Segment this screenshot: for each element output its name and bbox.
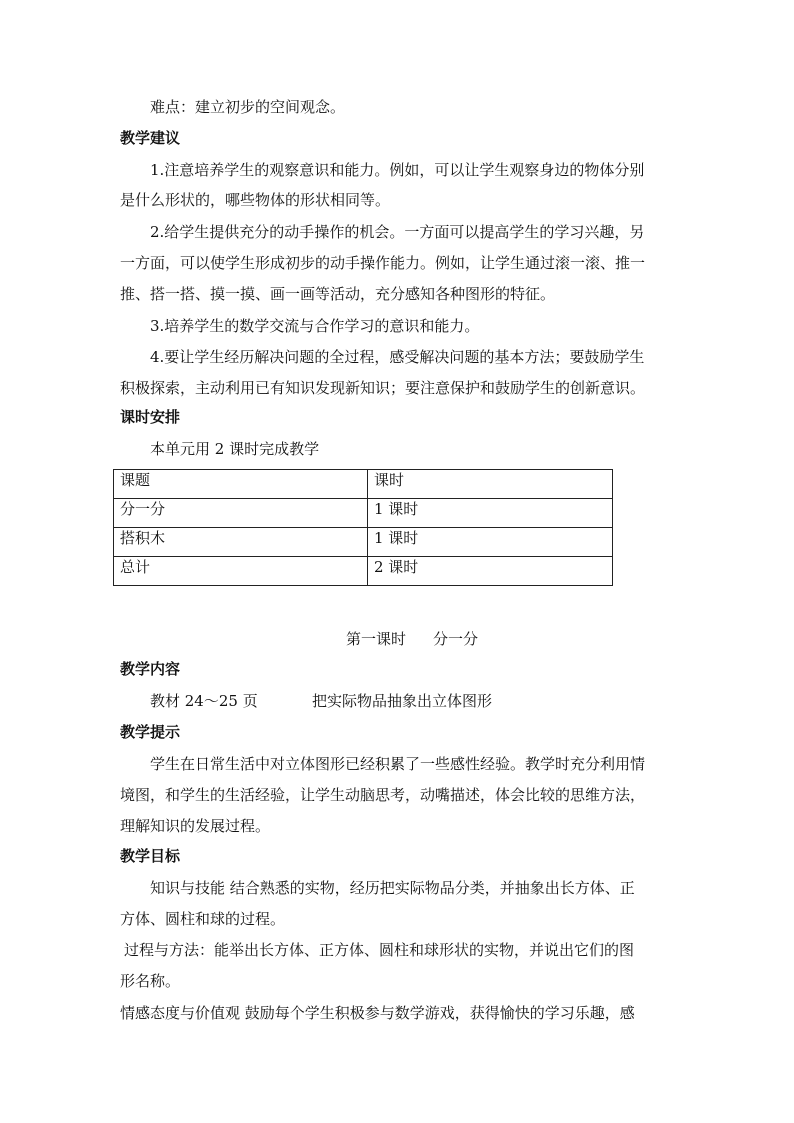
suggestion-1-line-2: 是什么形状的，哪些物体的形状相同等。	[120, 191, 391, 209]
section-heading-suggestion: 教学建议	[120, 129, 181, 147]
section-heading-schedule: 课时安排	[120, 408, 181, 426]
table-cell: 2 课时	[368, 557, 613, 586]
tips-line-3: 理解知识的发展过程。	[120, 817, 271, 835]
table-cell: 搭积木	[114, 528, 368, 557]
suggestion-4-line-1: 4.要让学生经历解决问题的全过程，感受解决问题的基本方法；要鼓励学生	[150, 348, 645, 366]
suggestion-4-line-2: 积极探索，主动利用已有知识发现新知识；要注意保护和鼓励学生的创新意识。	[120, 379, 646, 397]
lesson-title: 第一课时	[346, 630, 407, 648]
suggestion-2-line-2: 一方面，可以使学生形成初步的动手操作能力。例如，让学生通过滚一滚、推一	[120, 254, 646, 272]
section-heading-goals: 教学目标	[120, 847, 181, 865]
table-cell: 分一分	[114, 499, 368, 528]
table-header-cell: 课题	[114, 470, 368, 499]
section-heading-tips: 教学提示	[120, 723, 181, 741]
table-row	[114, 499, 613, 528]
table-header-row	[114, 470, 613, 499]
difficulty-line: 难点：建立初步的空间观念。	[150, 98, 346, 116]
table-cell: 总计	[114, 557, 368, 586]
table-row	[114, 557, 613, 586]
content-topic: 把实际物品抽象出立体图形	[312, 692, 493, 710]
goal-knowledge-line-1: 知识与技能 结合熟悉的实物，经历把实际物品分类，并抽象出长方体、正	[150, 879, 635, 897]
content-pages: 教材 24～25 页	[150, 692, 258, 710]
suggestion-3-line-1: 3.培养学生的数学交流与合作学习的意识和能力。	[150, 317, 480, 335]
suggestion-1-line-1: 1.注意培养学生的观察意识和能力。例如，可以让学生观察身边的物体分别	[150, 161, 645, 179]
lesson-name: 分一分	[433, 630, 479, 648]
goal-process-line-1: 过程与方法：能举出长方体、正方体、圆柱和球形状的实物，并说出它们的图	[124, 941, 635, 959]
table-row	[114, 528, 613, 557]
suggestion-2-line-1: 2.给学生提供充分的动手操作的机会。一方面可以提高学生的学习兴趣，另	[150, 223, 645, 241]
tips-line-2: 境图，和学生的生活经验，让学生动脑思考，动嘴描述，体会比较的思维方法，	[120, 786, 646, 804]
schedule-intro: 本单元用 2 课时完成教学	[150, 440, 320, 458]
goal-knowledge-line-2: 方体、圆柱和球的过程。	[120, 910, 286, 928]
table-cell: 1 课时	[368, 528, 613, 557]
suggestion-2-line-3: 推、搭一搭、摸一摸、画一画等活动，充分感知各种图形的特征。	[120, 285, 556, 303]
section-heading-content: 教学内容	[120, 660, 181, 678]
tips-line-1: 学生在日常生活中对立体图形已经积累了一些感性经验。教学时充分利用情	[150, 755, 646, 773]
table-cell: 1 课时	[368, 499, 613, 528]
schedule-table	[113, 469, 613, 586]
goal-emotion-line-1: 情感态度与价值观 鼓励每个学生积极参与数学游戏，获得愉快的学习乐趣，感	[120, 1004, 635, 1022]
table-header-cell: 课时	[368, 470, 613, 499]
goal-process-line-2: 形名称。	[120, 972, 181, 990]
